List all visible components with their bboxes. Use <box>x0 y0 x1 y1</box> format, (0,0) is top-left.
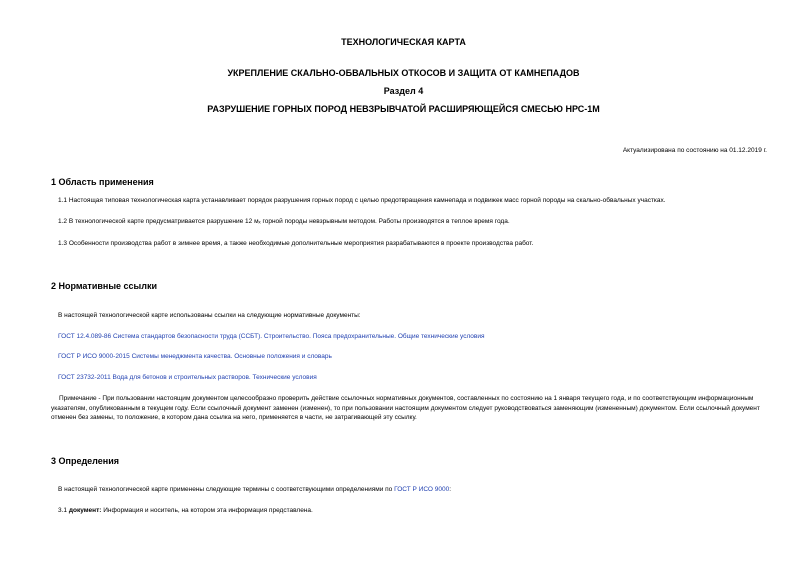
reference-link-gost-12-4-089[interactable]: ГОСТ 12.4.089-86 Система стандартов безопасности труда (ССБТ). Строительство. Пояса предохранительные. Общие технические условия <box>58 333 485 340</box>
references-intro: В настоящей технологической карте использованы ссылки на следующие нормативные документы: <box>58 312 361 319</box>
definition-3-1 <box>58 506 767 516</box>
reference-link-gost-23732[interactable]: ГОСТ 23732-2011 Вода для бетонов и строительных растворов. Технические условия <box>58 374 317 381</box>
definition-text: Информация и носитель, на котором эта информация представлена. <box>101 507 313 514</box>
paragraph-1-2: 1.2 В технологической карте предусматривается разрушение 12 мₓ горной породы невзрывным методом. Работы производятся в теплое время года. <box>58 218 510 225</box>
actualization-note: Актуализирована по состоянию на 01.12.2019 г. <box>622 147 767 154</box>
definitions-intro <box>58 485 767 495</box>
heading-definitions: 3 Определения <box>51 456 119 466</box>
section-title: РАЗРУШЕНИЕ ГОРНЫХ ПОРОД НЕВЗРЫВЧАТОЙ РАСШИРЯЮЩЕЙСЯ СМЕСЬЮ НРС-1М <box>207 104 600 114</box>
definitions-gost-link[interactable]: ГОСТ Р ИСО 9000 <box>394 486 450 493</box>
definitions-intro-colon: : <box>449 486 452 493</box>
paragraph-1-1: 1.1 Настоящая типовая технологическая карта устанавливает порядок разрушения горных пород с целью предотвращения камнепада и подвижек масс горной породы на скально-обвальных участках. <box>58 197 666 204</box>
definition-number: 3.1 <box>58 507 69 514</box>
reference-link-gost-r-iso-9000[interactable]: ГОСТ Р ИСО 9000-2015 Системы менеджмента качества. Основные положения и словарь <box>58 353 332 360</box>
section-number: Раздел 4 <box>383 86 424 96</box>
definition-term: документ: <box>68 507 102 514</box>
heading-scope: 1 Область применения <box>51 177 154 187</box>
document-title: ТЕХНОЛОГИЧЕСКАЯ КАРТА <box>341 37 466 47</box>
references-note: Примечание - При пользовании настоящим документом целесообразно проверить действие ссылочных нормативных документов, составленных по состоянию на 1 января текущего года, и по соответствующим информационным указателям, опубликованным в текущем году. Если ссылочный документ заменен (изменен), то при пользовании настоящим документом следует руководствоваться заменяющим (измененным) документом. Если ссылочный документ отменен без замены, то положение, в котором дана ссылка на него, применяется в части, не затрагивающей эту ссылку. <box>51 395 760 421</box>
heading-normative-references: 2 Нормативные ссылки <box>51 281 157 291</box>
paragraph-1-3: 1.3 Особенности производства работ в зимнее время, а также необходимые дополнительные мероприятия разрабатываются в проекте производства работ. <box>58 240 534 247</box>
document-subtitle: УКРЕПЛЕНИЕ СКАЛЬНО-ОБВАЛЬНЫХ ОТКОСОВ И ЗАЩИТА ОТ КАМНЕПАДОВ <box>227 68 580 78</box>
definitions-intro-text: В настоящей технологической карте применены следующие термины с соответствующими определениями по <box>58 486 395 493</box>
